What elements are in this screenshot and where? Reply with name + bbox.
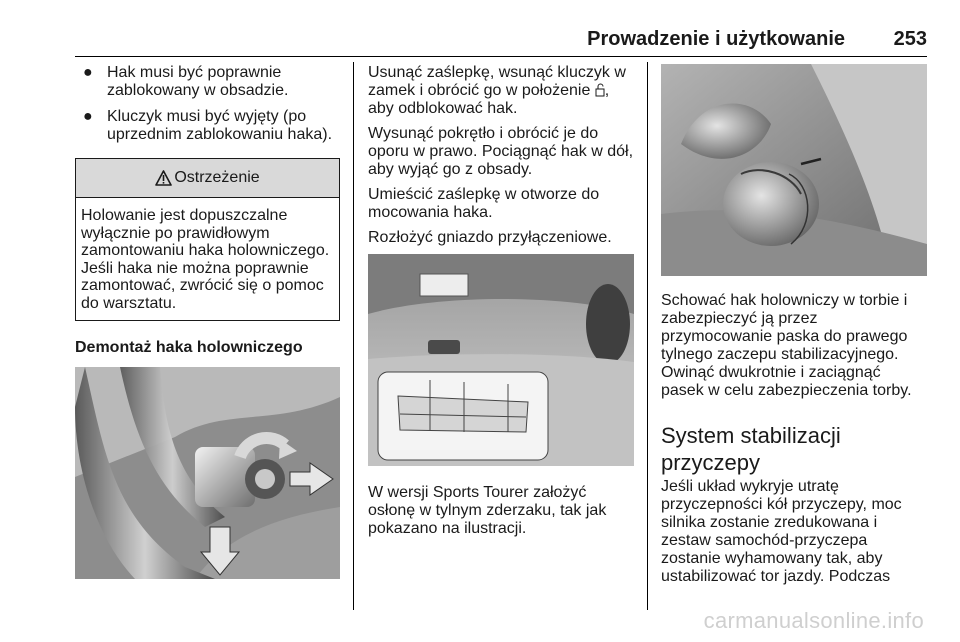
bullet-text: Kluczyk musi być wyjęty (po uprzednim zablokowaniu haka).	[107, 108, 333, 143]
page-header	[75, 26, 927, 57]
tow-hook-bag-storage-illustration	[661, 64, 927, 276]
paragraph: Jeśli układ wykryje utratę przyczepności kół przyczepy, moc silnika zostanie zredukowana i zestaw samochód-przyczepa zostanie wyhamowany tak, aby ustabilizować tor jazdy. Podczas	[661, 478, 902, 585]
list-item	[75, 64, 340, 100]
column-2	[368, 64, 634, 545]
column-3	[661, 64, 927, 593]
paragraph: W wersji Sports Tourer założyć osłonę w tylnym zderzaku, tak jak pokazano na ilustracji.	[368, 484, 607, 537]
paragraph	[368, 64, 634, 118]
warning-box	[75, 158, 340, 321]
unlocked-padlock-icon	[595, 83, 605, 97]
column-divider-2	[647, 62, 648, 610]
paragraph: Umieścić zaślepkę w otworze do mocowania haka.	[368, 186, 600, 221]
header-title: Prowadzenie i użytkowanie	[587, 28, 845, 50]
watermark: carmanualsonline.info	[703, 608, 924, 633]
section-title: System stabilizacji przyczepy	[661, 423, 841, 475]
warning-title: Ostrzeżenie	[174, 169, 260, 186]
paragraph-text: Usunąć zaślepkę, wsunąć kluczyk w zamek i obrócić go w położenie	[368, 64, 626, 99]
paragraph-text: , aby odblokować hak.	[368, 82, 610, 117]
column-divider-1	[353, 62, 354, 610]
paragraph: Schować hak holowniczy w torbie i zabezpieczyć ją przez przymocowanie paska do prawego tylnego zaczepu stabilizacyjnego. Owinąć dwukrotnie i zaciągnąć pasek w celu zabezpieczenia torby.	[661, 292, 912, 399]
bullet-dot: ●	[83, 108, 93, 125]
paragraph: Rozłożyć gniazdo przyłączeniowe.	[368, 229, 612, 246]
warning-header	[76, 159, 339, 198]
list-item	[75, 108, 340, 144]
warning-triangle-icon	[155, 170, 172, 186]
column-1	[75, 64, 340, 579]
page-number: 253	[893, 28, 927, 50]
paragraph: Wysunąć pokrętło i obrócić je do oporu w prawo. Pociągnąć hak w dół, aby wyjąć go z obsady.	[368, 125, 634, 178]
bullet-list	[75, 64, 340, 144]
bullet-text: Hak musi być poprawnie zablokowany w obsadzie.	[107, 64, 289, 99]
tow-hook-removal-illustration	[75, 367, 340, 579]
bullet-dot: ●	[83, 64, 93, 81]
subheading: Demontaż haka holowniczego	[75, 338, 303, 356]
warning-body: Holowanie jest dopuszczalne wyłącznie po prawidłowym zamontowaniu haka holowniczego. Jeśli haka nie można poprawnie zamontować, zwrócić się o pomoc do warsztatu.	[81, 207, 330, 312]
rear-bumper-cover-illustration	[368, 254, 634, 466]
